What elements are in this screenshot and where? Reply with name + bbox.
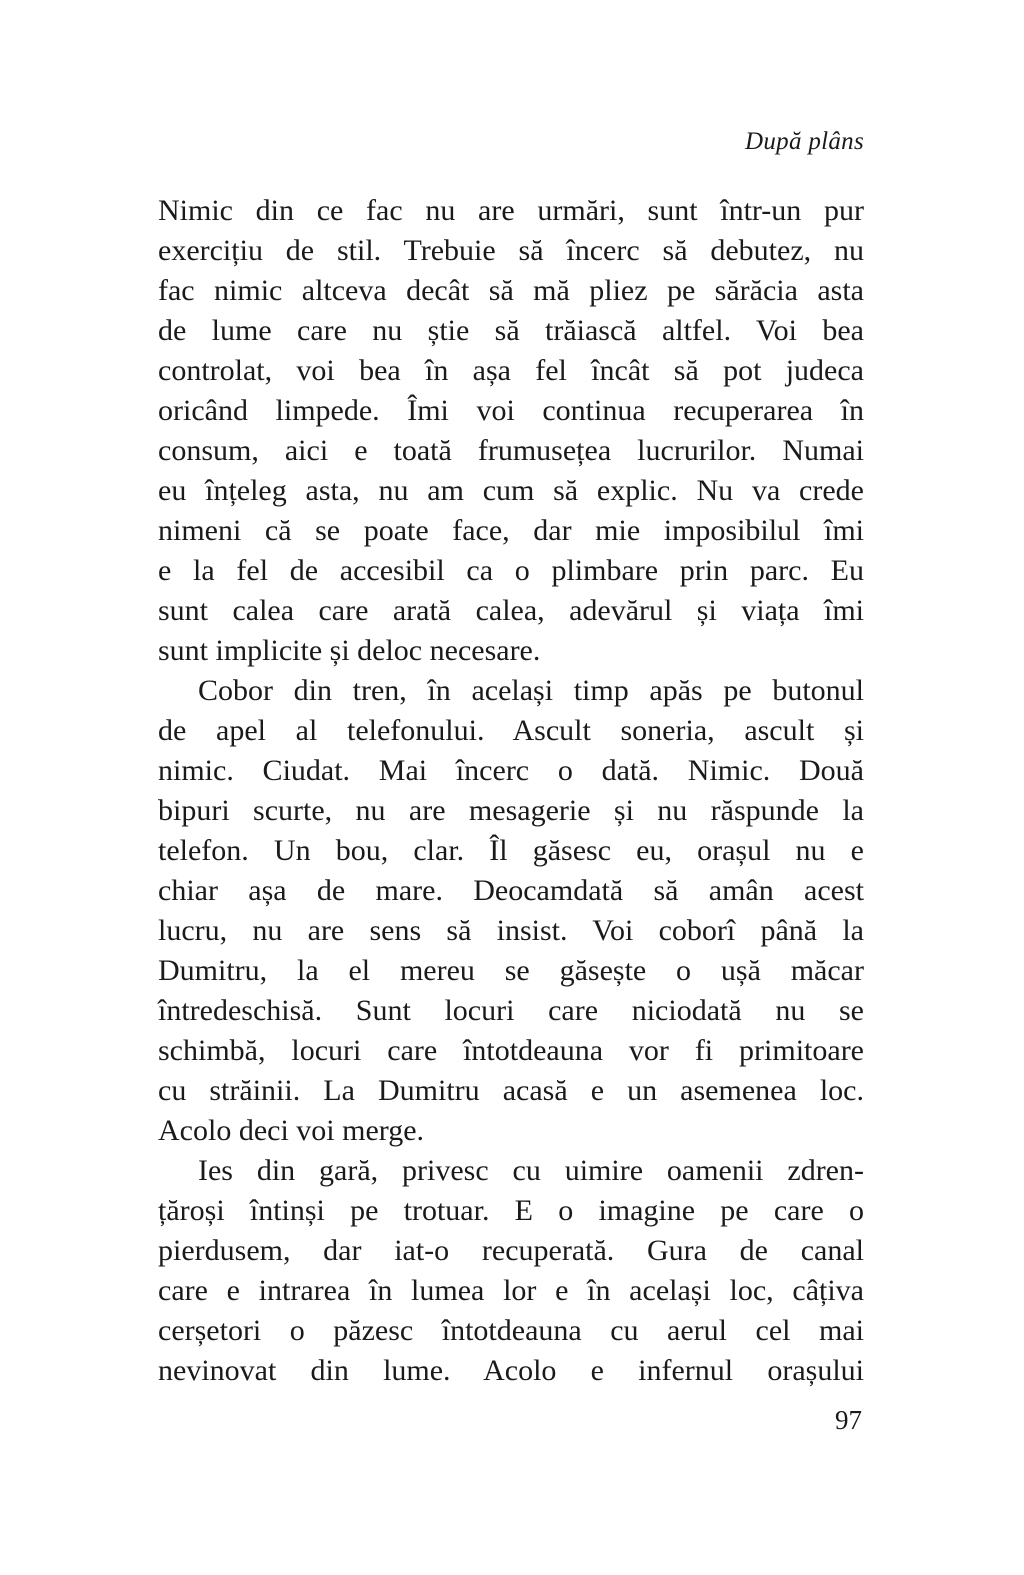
text-line: consum, aici e toată frumusețea lucrurilor. Numai	[158, 434, 864, 467]
text-line: Acolo deci voi merge.	[158, 1114, 425, 1147]
text-line: fac nimic altceva decât să mă pliez pe sărăcia asta	[158, 274, 864, 307]
text-line: de apel al telefonului. Ascult soneria, ascult și	[158, 714, 864, 747]
paragraph-2	[158, 671, 864, 1151]
text-line: controlat, voi bea în așa fel încât să pot judeca	[158, 354, 864, 387]
text-line: lucru, nu are sens să insist. Voi coborî până la	[158, 914, 864, 947]
text-line: țăroși întinși pe trotuar. E o imagine pe care o	[158, 1194, 864, 1227]
text-line: telefon. Un bou, clar. Îl găsesc eu, orașul nu e	[158, 834, 864, 867]
text-line: nimic. Ciudat. Mai încerc o dată. Nimic. Două	[158, 754, 864, 787]
text-line: eu înțeleg asta, nu am cum să explic. Nu va crede	[158, 474, 864, 507]
text-line: schimbă, locuri care întotdeauna vor fi primitoare	[158, 1034, 864, 1067]
text-line: nevinovat din lume. Acolo e infernul orașului	[158, 1354, 864, 1387]
text-line: nimeni că se poate face, dar mie imposibilul îmi	[158, 514, 864, 547]
text-line: sunt calea care arată calea, adevărul și viața îmi	[158, 594, 864, 627]
paragraph-1	[158, 191, 864, 671]
text-line: cerșetori o păzesc întotdeauna cu aerul cel mai	[158, 1314, 864, 1347]
text-line: întredeschisă. Sunt locuri care niciodată nu se	[158, 994, 864, 1027]
text-line: e la fel de accesibil ca o plimbare prin parc. Eu	[158, 554, 864, 587]
text-line: chiar așa de mare. Deocamdată să amân acest	[158, 874, 864, 907]
text-line: exercițiu de stil. Trebuie să încerc să debutez, nu	[158, 234, 864, 267]
text-line: bipuri scurte, nu are mesagerie și nu răspunde la	[158, 794, 864, 827]
page-number: 97	[835, 1405, 862, 1435]
body-text	[158, 191, 864, 1391]
text-line: oricând limpede. Îmi voi continua recuperarea în	[158, 394, 864, 427]
text-line: cu străinii. La Dumitru acasă e un asemenea loc.	[158, 1074, 864, 1107]
text-line: Cobor din tren, în același timp apăs pe butonul	[198, 674, 864, 707]
text-line: Ies din gară, privesc cu uimire oamenii zdren-	[198, 1154, 864, 1187]
text-line: sunt implicite și deloc necesare.	[158, 634, 541, 667]
text-line: Nimic din ce fac nu are urmări, sunt într-un pur	[158, 194, 864, 227]
text-line: care e intrarea în lumea lor e în același loc, câțiva	[158, 1274, 864, 1307]
text-line: Dumitru, la el mereu se găsește o ușă măcar	[158, 954, 864, 987]
text-line: de lume care nu știe să trăiască altfel. Voi bea	[158, 314, 864, 347]
text-line: pierdusem, dar iat-o recuperată. Gura de canal	[158, 1234, 864, 1267]
running-head-title: După plâns	[745, 128, 864, 155]
paragraph-3	[158, 1151, 864, 1391]
